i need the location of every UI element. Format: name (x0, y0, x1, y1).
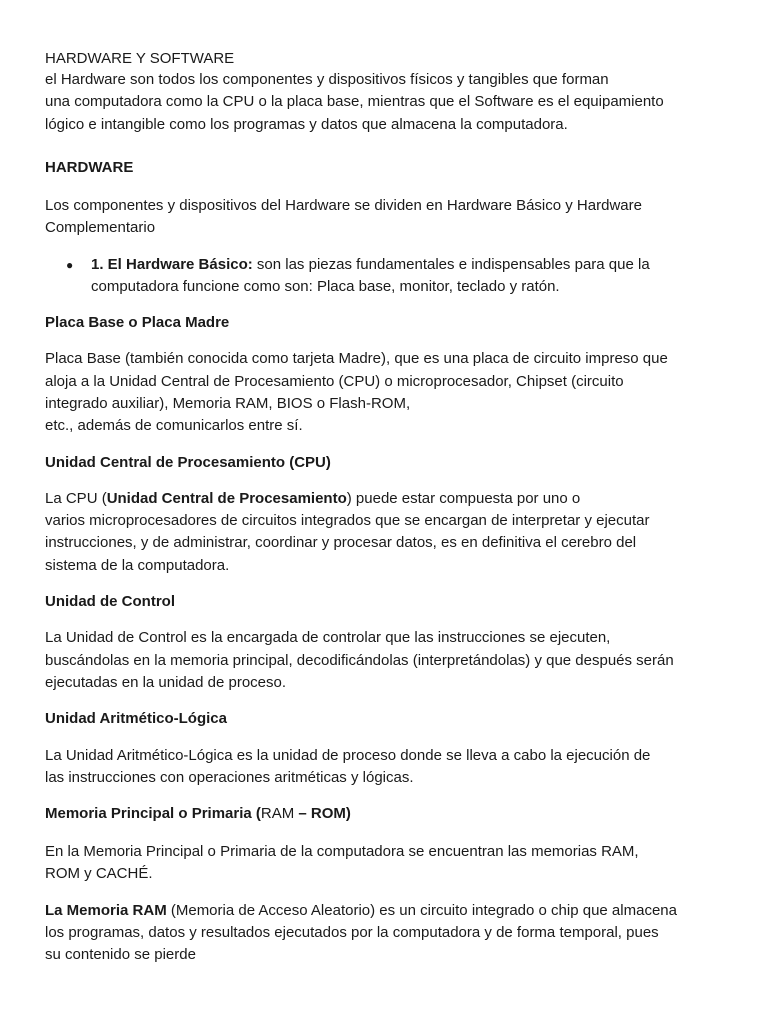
heading-hardware: HARDWARE (45, 159, 134, 176)
heading-placa: Placa Base o Placa Madre (45, 314, 230, 331)
hardware-para-line-1: Los componentes y dispositivos del Hardware se dividen en Hardware Básico y Hardware (45, 197, 642, 214)
intro-line-2: una computadora como la CPU o la placa base, mientras que el Software es el equipamiento (45, 93, 664, 110)
cpu-line-1-c: ) puede estar compuesta por uno o (346, 490, 581, 507)
memoria-line-1: En la Memoria Principal o Primaria de la computadora se encuentran las memorias RAM, (45, 843, 639, 860)
heading-memoria-c: – ROM) (294, 805, 351, 822)
bullet-rest: son las piezas fundamentales e indispensables para que la (252, 256, 650, 273)
cpu-line-2: varios microprocesadores de circuitos integrados que se encargan de interpretar y ejecutar (45, 512, 650, 529)
bullet-line-1 (91, 254, 650, 276)
cpu-line-3: instrucciones, y de administrar, coordinar y procesar datos, es en definitiva el cerebro del (45, 534, 637, 551)
intro-line-1: el Hardware son todos los componentes y dispositivos físicos y tangibles que forman (45, 71, 609, 88)
cpu-line-4: sistema de la computadora. (45, 557, 230, 574)
placa-line-4: etc., además de comunicarlos entre sí. (45, 417, 303, 434)
control-line-1: La Unidad de Control es la encargada de controlar que las instrucciones se ejecuten, (45, 629, 611, 646)
alu-line-2: las instrucciones con operaciones aritméticas y lógicas. (45, 769, 414, 786)
ram-line-3: su contenido se pierde (45, 946, 196, 963)
heading-memoria-a: Memoria Principal o Primaria ( (45, 805, 261, 822)
intro-line-3: lógico e intangible como los programas y datos que almacena la computadora. (45, 116, 568, 133)
cpu-line-1-a: La CPU ( (45, 490, 107, 507)
ram-line-1-bold: La Memoria RAM (45, 902, 167, 919)
heading-cpu: Unidad Central de Procesamiento (CPU) (45, 454, 331, 471)
heading-control: Unidad de Control (45, 593, 175, 610)
bullet-icon: ● (66, 258, 74, 272)
bullet-line-2: computadora funcione como son: Placa base, monitor, teclado y ratón. (91, 278, 560, 295)
heading-memoria-b: RAM (260, 805, 295, 822)
placa-line-3: integrado auxiliar), Memoria RAM, BIOS o Flash-ROM, (45, 395, 411, 412)
cpu-line-1 (45, 488, 580, 510)
hardware-para-line-2: Complementario (45, 219, 156, 236)
placa-line-1: Placa Base (también conocida como tarjeta Madre), que es una placa de circuito impreso que (45, 350, 668, 367)
heading-alu: Unidad Aritmético-Lógica (45, 710, 227, 727)
doc-title: HARDWARE Y SOFTWARE (45, 50, 235, 67)
alu-line-1: La Unidad Aritmético-Lógica es la unidad de proceso donde se lleva a cabo la ejecución de (45, 747, 651, 764)
ram-line-1-rest: (Memoria de Acceso Aleatorio) es un circuito integrado o chip que almacena (166, 902, 677, 919)
ram-line-1 (45, 900, 677, 922)
control-line-2: buscándolas en la memoria principal, decodificándolas (interpretándolas) y que después serán (45, 652, 674, 669)
heading-memoria (45, 803, 351, 825)
control-line-3: ejecutadas en la unidad de proceso. (45, 674, 287, 691)
memoria-line-2: ROM y CACHÉ. (45, 865, 153, 882)
bullet-bold: 1. El Hardware Básico: (91, 256, 253, 273)
ram-line-2: los programas, datos y resultados ejecutados por la computadora y de forma temporal, pues (45, 924, 659, 941)
placa-line-2: aloja a la Unidad Central de Procesamiento (CPU) o microprocesador, Chipset (circuito (45, 373, 624, 390)
cpu-line-1-bold: Unidad Central de Procesamiento (106, 490, 347, 507)
